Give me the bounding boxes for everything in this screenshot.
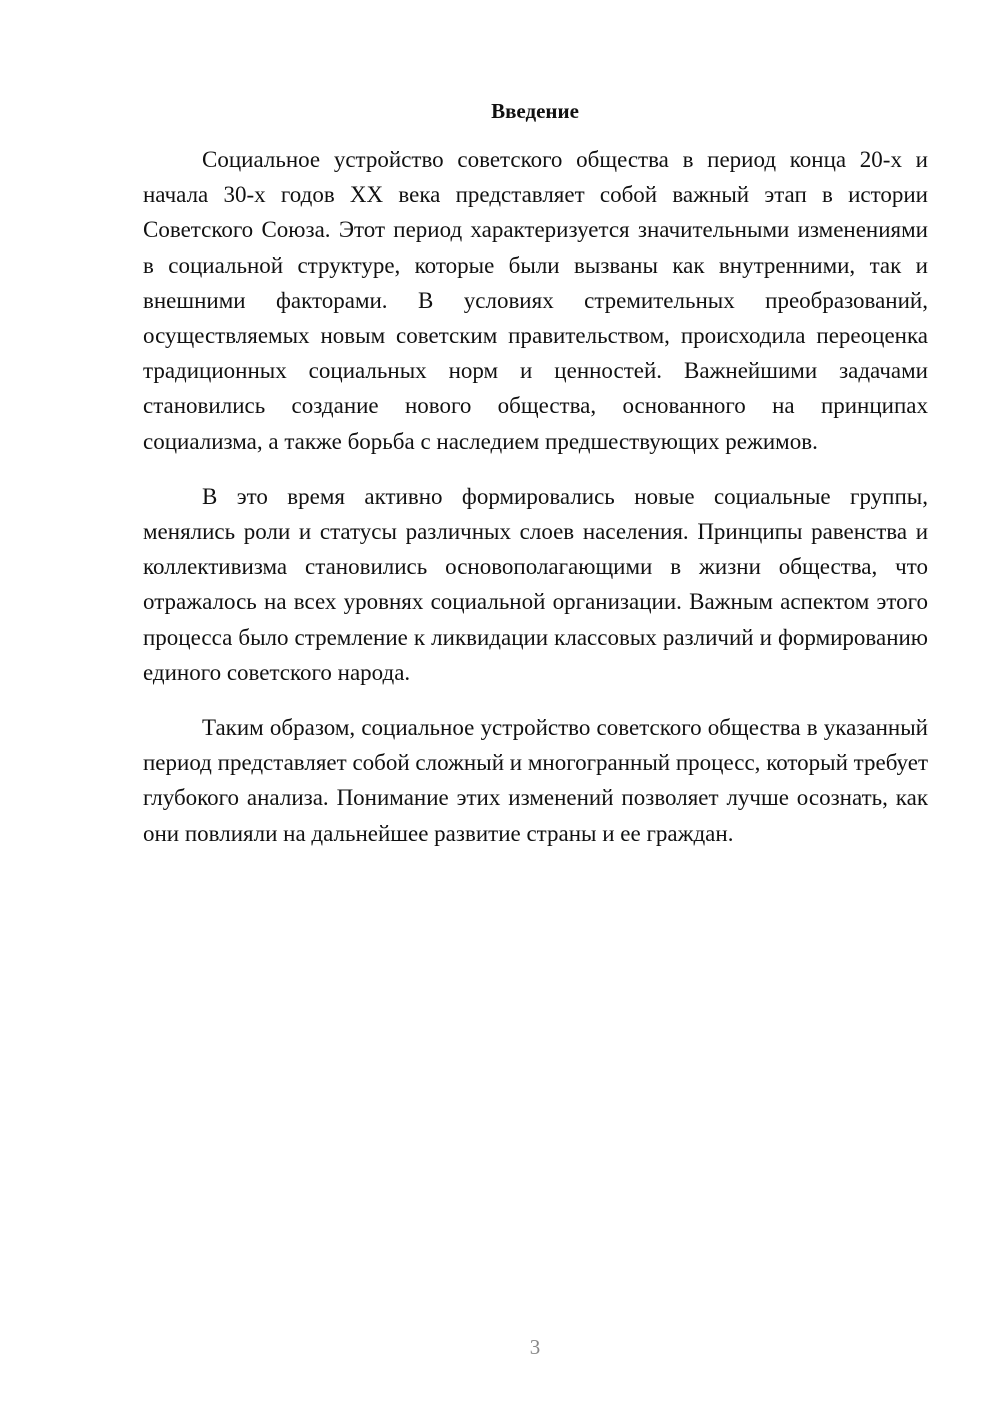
section-heading: Введение [491, 99, 579, 123]
page-number: 3 [529, 1335, 541, 1359]
body-text [143, 142, 928, 871]
paragraph-1: Социальное устройство советского общества в период конца 20-х и начала 30-х годов XX века представляет собой важный этап в истории Советского Союза. Этот период характеризуется значительными изменениями в социальной структуре, которые были вызваны как внутренними, так и внешними факторами. В условиях стремительных преобразований, осуществляемых новым советским правительством, происходила переоценка традиционных социальных норм и ценностей. Важнейшими задачами становились создание нового общества, основанного на принципах социализма, а также борьба с наследием предшествующих режимов. [143, 147, 928, 454]
paragraph-2: В это время активно формировались новые социальные группы, менялись роли и статусы различных слоев населения. Принципы равенства и коллективизма становились основополагающими в жизни общества, что отражалось на всех уровнях социальной организации. Важным аспектом этого процесса было стремление к ликвидации классовых различий и формированию единого советского народа. [143, 483, 928, 685]
paragraph-3: Таким образом, социальное устройство советского общества в указанный период представляет собой сложный и многогранный процесс, который требует глубокого анализа. Понимание этих изменений позволяет лучше осознать, как они повлияли на дальнейшее развитие страны и ее граждан. [143, 715, 928, 846]
